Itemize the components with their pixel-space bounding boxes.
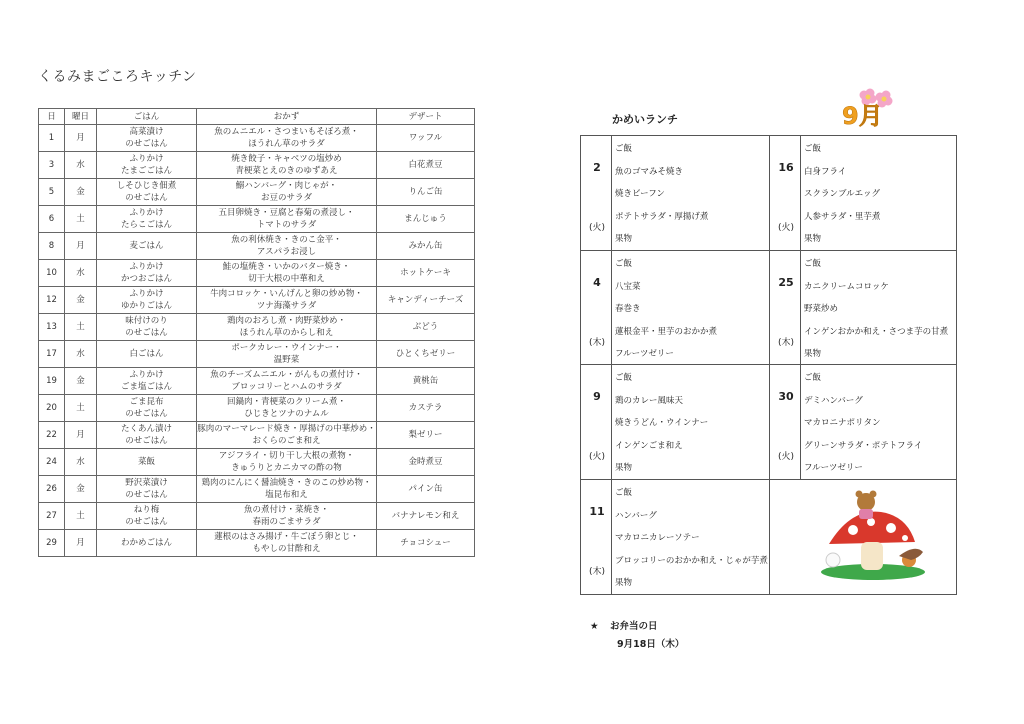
rice-line: 菜飯 xyxy=(137,456,155,467)
cell-dish xyxy=(197,152,377,179)
dish-line: ほうれん草のサラダ xyxy=(248,139,325,149)
cell-dish xyxy=(197,341,377,368)
rice-line: たまごごはん xyxy=(120,166,172,176)
lunch-item: インゲンごま和え xyxy=(615,440,683,451)
cell-dessert: パイン缶 xyxy=(377,476,475,503)
lunch-item: マカロニカレーソテー xyxy=(615,533,700,543)
lunch-item: 果物 xyxy=(804,234,822,244)
table-row xyxy=(39,179,475,206)
lunch-date: 2 xyxy=(593,161,601,174)
table-row xyxy=(39,341,475,368)
rice-line: のせごはん xyxy=(125,490,168,500)
dish-line: 切干大根の中華和え xyxy=(248,274,325,284)
cell-rice xyxy=(97,206,197,233)
lunch-weekday: (火) xyxy=(588,223,606,233)
cell-dessert: りんご缶 xyxy=(377,179,475,206)
cell-day: 6 xyxy=(39,206,65,233)
cell-dish xyxy=(197,395,377,422)
cell-dessert: キャンディーチーズ xyxy=(377,287,475,314)
cell-weekday: 金 xyxy=(65,368,97,395)
lunch-weekday: (木) xyxy=(777,338,795,348)
cell-dish xyxy=(197,260,377,287)
cell-dish xyxy=(197,287,377,314)
rice-line: しそひじき佃煮 xyxy=(116,180,177,191)
cell-day: 5 xyxy=(39,179,65,206)
table-row xyxy=(39,152,475,179)
lunch-item: グリーンサラダ・ポテトフライ xyxy=(804,440,923,451)
cell-rice xyxy=(97,233,197,260)
header-rice: ごはん xyxy=(97,109,197,125)
dish-line: ほうれん草のからし和え xyxy=(239,328,334,338)
cell-weekday: 土 xyxy=(65,395,97,422)
lunch-item: マカロニナポリタン xyxy=(804,418,881,428)
lunch-item: 白身フライ xyxy=(804,166,847,177)
lunch-item: 春巻き xyxy=(615,304,641,314)
dish-line: 魚のムニエル・さつまいもそぼろ煮・ xyxy=(214,126,359,137)
month-badge-text: 9月 xyxy=(842,102,883,130)
dish-line: トマトのサラダ xyxy=(256,220,317,230)
table-row xyxy=(39,368,475,395)
lunch-weekday: (木) xyxy=(588,567,606,577)
rice-line: ふりかけ xyxy=(129,261,164,272)
cell-day: 1 xyxy=(39,125,65,152)
cell-weekday: 金 xyxy=(65,476,97,503)
dish-line: もやしの甘酢和え xyxy=(252,544,321,554)
cell-weekday: 金 xyxy=(65,179,97,206)
table-row xyxy=(39,260,475,287)
dish-line: 豚肉のマーマレード焼き・厚揚げの中華炒め・ xyxy=(197,423,376,434)
dish-line: ブロッコリーとハムのサラダ xyxy=(231,382,342,392)
lunch-title: かめいランチ xyxy=(612,113,678,126)
dish-line: 回鍋肉・青梗菜のクリーム煮・ xyxy=(226,396,346,407)
cell-dessert: チョコシュー xyxy=(377,530,475,557)
cell-dessert: カステラ xyxy=(377,395,475,422)
header-day: 日 xyxy=(39,109,65,125)
cell-day: 17 xyxy=(39,341,65,368)
cell-day: 20 xyxy=(39,395,65,422)
cell-day: 27 xyxy=(39,503,65,530)
cell-day: 8 xyxy=(39,233,65,260)
cell-dessert: ぶどう xyxy=(377,314,475,341)
lunch-date: 25 xyxy=(778,276,794,289)
rice-line: ごま塩ごはん xyxy=(120,382,172,392)
rice-line: ごま昆布 xyxy=(129,396,164,407)
lunch-item: 焼きうどん・ウインナー xyxy=(615,418,709,428)
dish-line: 焼き餃子・キャベツの塩炒め xyxy=(231,153,342,164)
lunch-day-cell xyxy=(581,480,769,594)
bento-day-notice xyxy=(590,618,684,654)
dish-line: 牛肉コロッケ・いんげんと卵の炒め物・ xyxy=(210,288,363,299)
lunch-date: 11 xyxy=(589,505,605,518)
cell-dessert: ワッフル xyxy=(377,125,475,152)
rice-line: ふりかけ xyxy=(129,369,164,380)
cell-rice xyxy=(97,503,197,530)
table-row xyxy=(39,530,475,557)
cell-rice xyxy=(97,287,197,314)
lunch-item: ご飯 xyxy=(615,144,633,154)
cell-rice xyxy=(97,152,197,179)
rice-line: たらこごはん xyxy=(120,220,172,230)
rice-line: 野沢菜漬け xyxy=(125,477,168,488)
cell-dish xyxy=(197,530,377,557)
mushroom-bear-illustration-icon xyxy=(811,486,931,582)
dish-line: 鮭の塩焼き・いかのバター焼き・ xyxy=(222,261,351,272)
rice-line: のせごはん xyxy=(125,436,168,446)
table-row xyxy=(39,233,475,260)
cell-rice xyxy=(97,395,197,422)
cell-rice xyxy=(97,449,197,476)
lunch-item: ご飯 xyxy=(615,488,633,498)
lunch-item: 魚のゴマみそ焼き xyxy=(615,166,684,177)
lunch-item: カニクリームコロッケ xyxy=(804,281,889,292)
dish-line: ひじきとツナのナムル xyxy=(244,409,329,419)
lunch-item: デミハンバーグ xyxy=(804,395,863,406)
dish-line: おくらのごま和え xyxy=(252,436,321,446)
cell-rice xyxy=(97,530,197,557)
table-row xyxy=(39,503,475,530)
dish-line: ツナ海藻サラダ xyxy=(256,301,317,311)
rice-line: ふりかけ xyxy=(129,153,164,164)
cell-rice xyxy=(97,125,197,152)
kitchen-title: くるみまごころキッチン xyxy=(38,69,197,85)
lunch-item: ご飯 xyxy=(804,144,822,154)
rice-line: 味付けのり xyxy=(125,315,168,326)
cell-dessert: バナナレモン和え xyxy=(377,503,475,530)
lunch-date: 9 xyxy=(593,390,601,403)
cell-weekday: 月 xyxy=(65,422,97,449)
lunch-item: ブロッコリーのおかか和え・じゃが芋煮 xyxy=(615,555,768,566)
cell-weekday: 水 xyxy=(65,152,97,179)
cell-dish xyxy=(197,476,377,503)
lunch-item: 人参サラダ・里芋煮 xyxy=(804,211,881,222)
table-row xyxy=(39,287,475,314)
cell-dish xyxy=(197,206,377,233)
table-header-row xyxy=(39,109,475,125)
dish-line: 青梗菜とえのきのゆずあえ xyxy=(235,166,338,176)
header-dish: おかず xyxy=(197,109,377,125)
cell-dessert: ホットケーキ xyxy=(377,260,475,287)
dish-line: 春雨のごまサラダ xyxy=(252,517,321,527)
lunch-day-cell xyxy=(770,136,958,250)
dish-line: アジフライ・切り干し大根の煮物・ xyxy=(218,450,355,461)
rice-line: ふりかけ xyxy=(129,207,164,218)
cell-day: 24 xyxy=(39,449,65,476)
month-badge-icon xyxy=(840,86,896,130)
cell-rice xyxy=(97,368,197,395)
table-row xyxy=(39,449,475,476)
cell-weekday: 月 xyxy=(65,530,97,557)
cell-dish xyxy=(197,314,377,341)
kitchen-menu-table xyxy=(38,108,475,557)
cell-weekday: 土 xyxy=(65,503,97,530)
dish-line: 魚の煮付け・菜焼き・ xyxy=(243,504,329,515)
lunch-item: インゲンおかか和え・さつま芋の甘煮 xyxy=(804,326,949,337)
cell-weekday: 金 xyxy=(65,287,97,314)
dish-line: お豆のサラダ xyxy=(261,193,312,203)
dish-line: きゅうりとカニカマの酢の物 xyxy=(231,463,342,473)
rice-line: のせごはん xyxy=(125,409,168,419)
rice-line: ゆかりごはん xyxy=(120,301,172,311)
cell-day: 26 xyxy=(39,476,65,503)
cell-dish xyxy=(197,422,377,449)
lunch-date: 30 xyxy=(778,390,794,403)
cell-day: 13 xyxy=(39,314,65,341)
lunch-item: フルーツゼリー xyxy=(804,463,863,473)
lunch-item: スクランブルエッグ xyxy=(804,189,880,199)
cell-rice xyxy=(97,476,197,503)
lunch-item: 果物 xyxy=(615,463,633,473)
cell-dish xyxy=(197,503,377,530)
cell-day: 3 xyxy=(39,152,65,179)
cell-weekday: 水 xyxy=(65,260,97,287)
lunch-item: 果物 xyxy=(615,578,633,588)
table-row xyxy=(39,395,475,422)
lunch-item: フルーツゼリー xyxy=(615,349,674,359)
rice-line: わかめごはん xyxy=(120,537,172,548)
header-dessert: デザート xyxy=(377,109,475,125)
lunch-item: 八宝菜 xyxy=(615,281,641,292)
cell-day: 29 xyxy=(39,530,65,557)
lunch-weekday: (火) xyxy=(588,452,606,462)
cell-dessert: まんじゅう xyxy=(377,206,475,233)
cell-dish xyxy=(197,449,377,476)
rice-line: ふりかけ xyxy=(129,288,164,299)
table-row xyxy=(39,125,475,152)
cell-rice xyxy=(97,422,197,449)
lunch-grid xyxy=(580,135,957,595)
cell-day: 12 xyxy=(39,287,65,314)
cell-weekday: 水 xyxy=(65,341,97,368)
cell-weekday: 月 xyxy=(65,125,97,152)
cell-dish xyxy=(197,125,377,152)
cell-dish xyxy=(197,233,377,260)
rice-line: 高菜漬け xyxy=(129,126,164,137)
cell-dessert: 白花煮豆 xyxy=(377,152,475,179)
rice-line: のせごはん xyxy=(125,139,168,149)
dish-line: 温野菜 xyxy=(273,355,300,365)
lunch-item: ご飯 xyxy=(615,259,633,269)
lunch-item: ハンバーグ xyxy=(615,510,657,521)
dish-line: 鶏肉のおろし煮・肉野菜炒め・ xyxy=(226,315,346,326)
cell-weekday: 水 xyxy=(65,449,97,476)
dish-line: 塩昆布和え xyxy=(265,490,308,500)
rice-line: のせごはん xyxy=(125,193,168,203)
cell-dessert: みかん缶 xyxy=(377,233,475,260)
bento-label: お弁当の日 xyxy=(610,621,658,632)
lunch-date: 16 xyxy=(778,161,794,174)
rice-line: 麦ごはん xyxy=(129,240,164,251)
cell-weekday: 土 xyxy=(65,314,97,341)
cell-day: 22 xyxy=(39,422,65,449)
lunch-item: 野菜炒め xyxy=(804,304,839,314)
lunch-day-cell xyxy=(581,365,769,479)
table-row xyxy=(39,476,475,503)
cell-rice xyxy=(97,341,197,368)
dish-line: ポークカレー・ウインナー・ xyxy=(231,342,342,353)
dish-line: アスパラお浸し xyxy=(256,247,317,257)
lunch-item: 焼きビーフン xyxy=(615,189,665,199)
table-row xyxy=(39,314,475,341)
lunch-day-cell xyxy=(770,251,958,365)
cell-dessert: ひとくちゼリー xyxy=(377,341,475,368)
header-weekday: 曜日 xyxy=(65,109,97,125)
lunch-day-cell xyxy=(581,136,769,250)
rice-line: 白ごはん xyxy=(129,348,164,359)
dish-line: 蓮根のはさみ揚げ・牛ごぼう卵とじ・ xyxy=(214,531,359,542)
cell-weekday: 月 xyxy=(65,233,97,260)
dish-line: 鰯ハンバーグ・肉じゃが・ xyxy=(235,180,338,191)
rice-line: のせごはん xyxy=(125,517,168,527)
lunch-item: ご飯 xyxy=(804,259,822,269)
dish-line: 魚のチーズムニエル・がんもの煮付け・ xyxy=(210,369,363,380)
lunch-weekday: (火) xyxy=(777,223,795,233)
cell-dish xyxy=(197,368,377,395)
cell-dessert: 黄桃缶 xyxy=(377,368,475,395)
cell-rice xyxy=(97,179,197,206)
cell-dessert: 梨ゼリー xyxy=(377,422,475,449)
bento-date: 9月18日（木） xyxy=(617,639,685,650)
cell-weekday: 土 xyxy=(65,206,97,233)
table-row xyxy=(39,422,475,449)
lunch-date: 4 xyxy=(593,276,601,289)
rice-line: たくあん漬け xyxy=(120,423,172,434)
lunch-item: ご飯 xyxy=(804,373,822,383)
lunch-weekday: (木) xyxy=(588,338,606,348)
rice-line: ねり梅 xyxy=(133,504,160,515)
lunch-weekday: (火) xyxy=(777,452,795,462)
dish-line: 魚の利休焼き・きのこ金平・ xyxy=(231,234,342,245)
cell-day: 19 xyxy=(39,368,65,395)
lunch-item: 果物 xyxy=(804,349,822,359)
cell-dish xyxy=(197,179,377,206)
star-icon: ★ xyxy=(590,621,599,632)
cell-day: 10 xyxy=(39,260,65,287)
cell-rice xyxy=(97,260,197,287)
cell-rice xyxy=(97,314,197,341)
table-row xyxy=(39,206,475,233)
lunch-day-cell xyxy=(581,251,769,365)
lunch-item: 蓮根金平・里芋のおかか煮 xyxy=(615,326,718,337)
lunch-day-cell xyxy=(770,365,958,479)
lunch-item: ご飯 xyxy=(615,373,633,383)
dish-line: 五目卵焼き・豆腐と春菊の煮浸し・ xyxy=(218,207,355,218)
lunch-item: ポテトサラダ・厚揚げ煮 xyxy=(615,211,709,222)
cell-dessert: 金時煮豆 xyxy=(377,449,475,476)
rice-line: かつおごはん xyxy=(120,274,172,284)
dish-line: 鶏肉のにんにく醤油焼き・きのこの炒め物・ xyxy=(201,477,372,488)
lunch-item: 鶏のカレー風味天 xyxy=(615,395,684,406)
rice-line: のせごはん xyxy=(125,328,168,338)
lunch-item: 果物 xyxy=(615,234,633,244)
